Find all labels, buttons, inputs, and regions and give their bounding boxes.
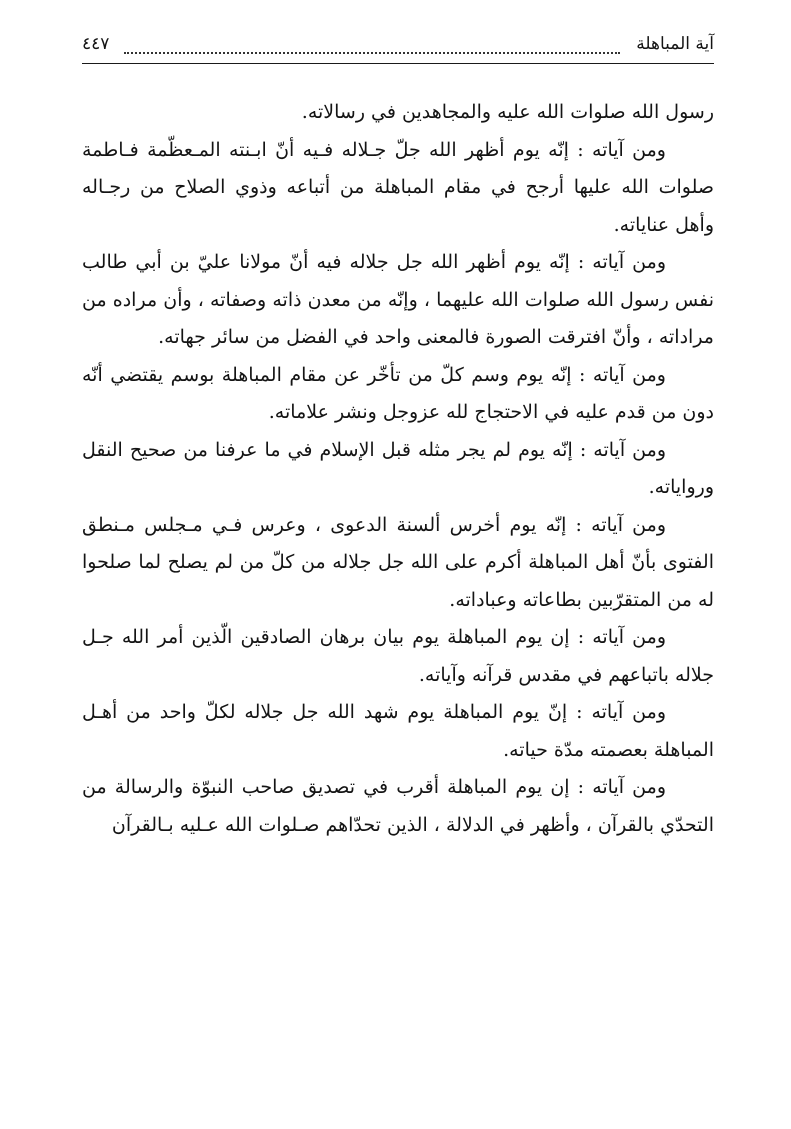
paragraph: ومن آياته : إن يوم المباهلة يوم بيان برهان الصادقين الّذين أمر الله جـل جلاله باتباعهم في مقدس قرآنه وآياته. xyxy=(82,626,714,686)
paragraph: ومن آياته : إنّه يوم وسم كلّ من تأخّر عن مقام المباهلة بوسم يقتضي أنّه دون من قدم عليه في الاحتجاج لله عزوجل ونشر علاماته. xyxy=(82,363,714,423)
chapter-title: آية المباهلة xyxy=(636,34,714,54)
paragraph: ومن آياته : إنّه يوم أظهر الله جل جلاله فيه أنّ مولانا عليّ بن أبي طالب نفس رسول الله صلوات الله عليهما ، وإنّه من معدن ذاته وصفاته ، وأن مراده من مراداته ، وأنّ افترقت الصورة فالمعنى واحد في الفضل من سائر جهاته. xyxy=(82,251,714,348)
paragraph: ومن آياته : إنّه يوم أظهر الله جلّ جـلاله فـيه أنّ ابـنته المـعظّمة فـاطمة صلوات الله عليها أرجح في مقام المباهلة من أتباعه وذوي الصلاح من رجـاله وأهل عناياته. xyxy=(82,138,714,236)
paragraph: ومن آياته : إنّ يوم المباهلة يوم شهد الله جل جلاله لكلّ واحد من أهـل المباهلة بعصمته مدّة حياته. xyxy=(82,701,714,761)
body-text xyxy=(82,94,714,844)
paragraph: ومن آياته : إنّه يوم لم يجر مثله قبل الإسلام في ما عرفنا من صحيح النقل ورواياته. xyxy=(82,438,714,498)
running-header xyxy=(82,30,714,64)
header-divider xyxy=(82,63,714,64)
page-number: ٤٤٧ xyxy=(82,34,110,54)
paragraph: ومن آياته : إن يوم المباهلة أقرب في تصديق صاحب النبوّة والرسالة من التحدّي بالقرآن ، وأظهر في الدلالة ، الذين تحدّاهم صـلوات الله عـليه بـالقرآن xyxy=(82,776,714,836)
dotted-leader xyxy=(124,52,620,54)
paragraph: رسول الله صلوات الله عليه والمجاهدين في رسالاته. xyxy=(301,101,714,123)
paragraph: ومن آياته : إنّه يوم أخرس ألسنة الدعوى ، وعرس فـي مـجلس مـنطق الفتوى بأنّ أهل المباهلة أكرم على الله جل جلاله من كلّ من لم يصلح لما صلحوا له من المتقرّبين بطاعاته وعباداته. xyxy=(82,513,714,611)
